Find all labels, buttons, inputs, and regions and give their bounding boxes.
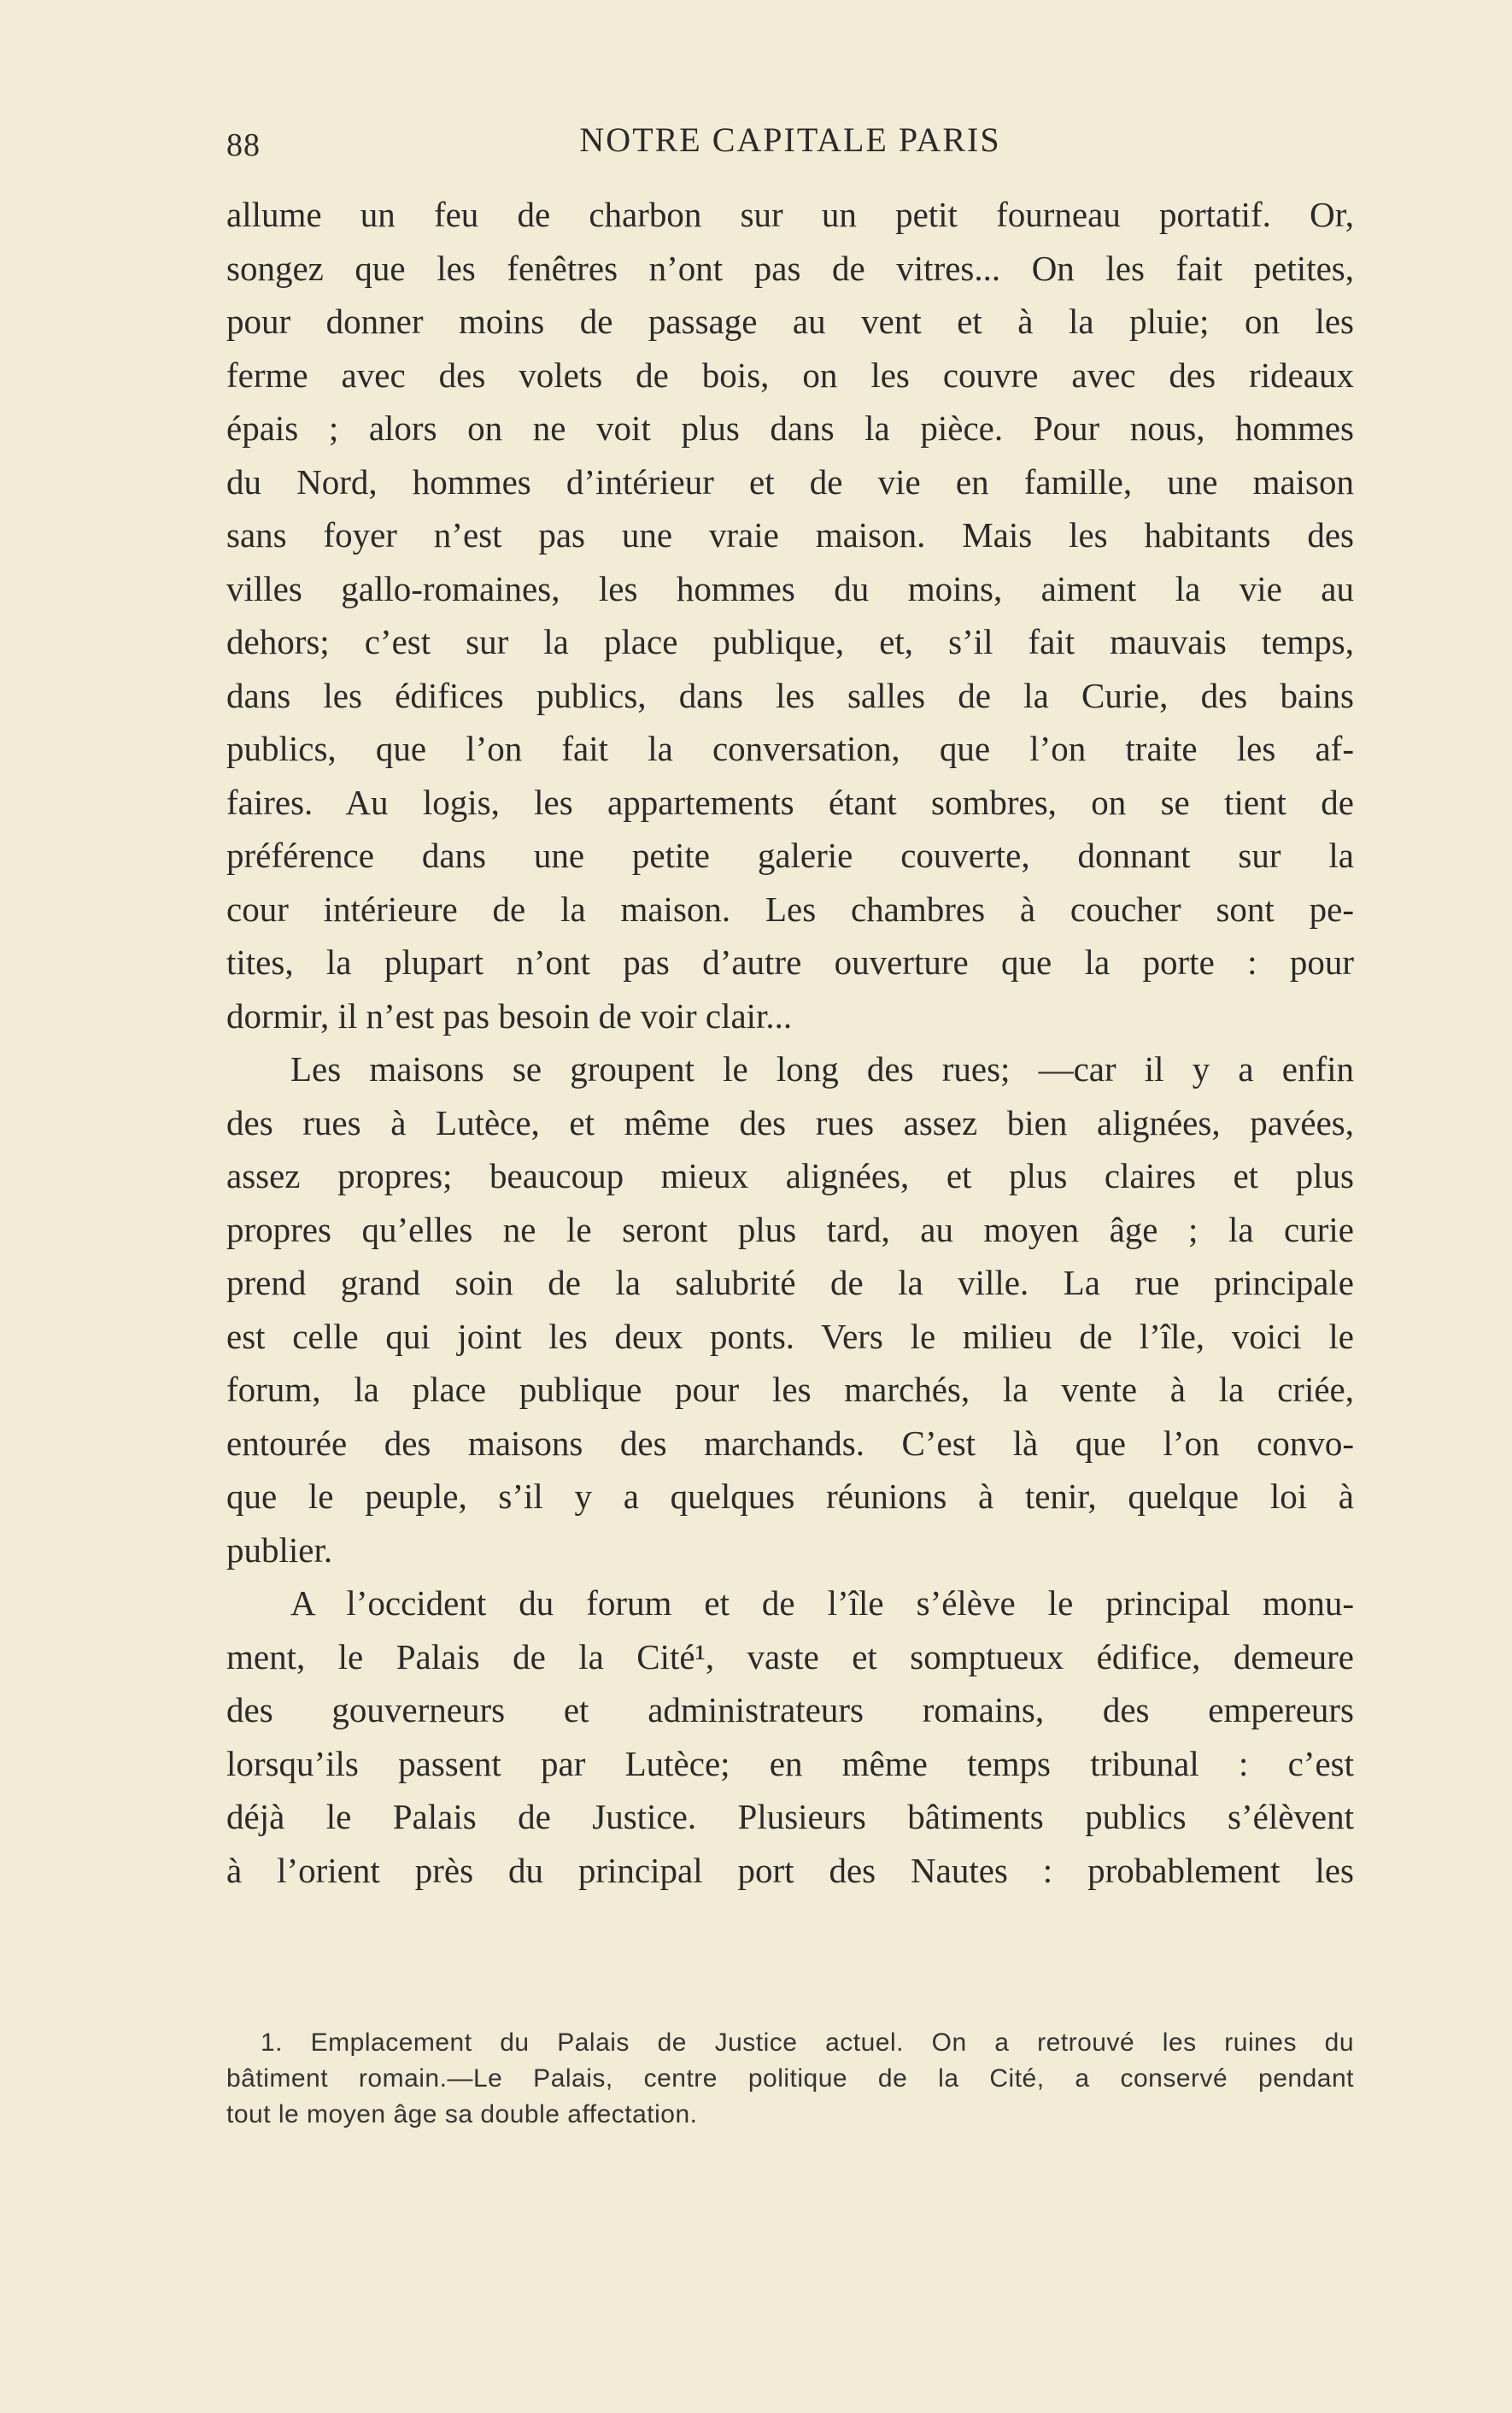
text-line: propres qu’elles ne le seront plus tard, au moyen âge ; la curie bbox=[226, 1209, 1354, 1249]
text-line: cour intérieure de la maison. Les chambres à coucher sont pe- bbox=[226, 889, 1354, 929]
text-line: villes gallo-romaines, les hommes du moins, aiment la vie au bbox=[226, 568, 1354, 608]
page-number: 88 bbox=[226, 127, 261, 163]
paragraph-start-line: A l’occident du forum et de l’île s’élève le principal monu- bbox=[290, 1583, 1354, 1623]
text-line: que le peuple, s’il y a quelques réunions à tenir, quelque loi à bbox=[226, 1477, 1354, 1516]
text-line: à l’orient près du principal port des Nautes : probablement les bbox=[226, 1850, 1354, 1890]
text-line: du Nord, hommes d’intérieur et de vie en famille, une maison bbox=[226, 461, 1354, 502]
text-line: est celle qui joint les deux ponts. Vers le milieu de l’île, voici le bbox=[226, 1316, 1354, 1356]
text-line: ment, le Palais de la Cité¹, vaste et somptueux édifice, demeure bbox=[226, 1636, 1354, 1676]
footnote-line: bâtiment romain.—Le Palais, centre politique de la Cité, a conservé pendant bbox=[226, 2064, 1354, 2093]
text-line: pour donner moins de passage au vent et à la pluie; on les bbox=[226, 302, 1354, 341]
text-line: tites, la plupart n’ont pas d’autre ouverture que la porte : pour bbox=[226, 942, 1354, 982]
footnote-line: tout le moyen âge sa double affectation. bbox=[226, 2100, 698, 2128]
text-line: allume un feu de charbon sur un petit fourneau portatif. Or, bbox=[226, 195, 1354, 234]
text-line: assez propres; beaucoup mieux alignées, et plus claires et plus bbox=[226, 1156, 1354, 1195]
running-title: NOTRE CAPITALE PARIS bbox=[579, 120, 1001, 159]
footnote-line: 1. Emplacement du Palais de Justice actuel. On a retrouvé les ruines du bbox=[261, 2028, 1354, 2057]
text-line: dans les édifices publics, dans les salles de la Curie, des bains bbox=[226, 675, 1354, 715]
body-text bbox=[226, 188, 1354, 1897]
text-line: des gouverneurs et administrateurs romains, des empereurs bbox=[226, 1690, 1354, 1729]
text-line: des rues à Lutèce, et même des rues assez bien alignées, pavées, bbox=[226, 1102, 1354, 1142]
text-line: faires. Au logis, les appartements étant sombres, on se tient de bbox=[226, 782, 1354, 822]
text-line: préférence dans une petite galerie couverte, donnant sur la bbox=[226, 836, 1354, 875]
text-line: dehors; c’est sur la place publique, et, s’il fait mauvais temps, bbox=[226, 622, 1354, 661]
text-line: entourée des maisons des marchands. C’est là que l’on convo- bbox=[226, 1423, 1354, 1463]
text-line: forum, la place publique pour les marchés, la vente à la criée, bbox=[226, 1370, 1354, 1409]
text-line: sans foyer n’est pas une vraie maison. Mais les habitants des bbox=[226, 515, 1354, 555]
text-line: prend grand soin de la salubrité de la ville. La rue principale bbox=[226, 1263, 1354, 1302]
text-line: ferme avec des volets de bois, on les couvre avec des rideaux bbox=[226, 355, 1354, 395]
text-line: songez que les fenêtres n’ont pas de vitres... On les fait petites, bbox=[226, 248, 1354, 288]
paragraph-end-line: publier. bbox=[226, 1529, 333, 1570]
text-line: déjà le Palais de Justice. Plusieurs bâtiments publics s’élèvent bbox=[226, 1797, 1354, 1836]
paragraph-start-line: Les maisons se groupent le long des rues; —car il y a enfin bbox=[290, 1049, 1354, 1089]
footnote bbox=[226, 2025, 1354, 2133]
text-line: lorsqu’ils passent par Lutèce; en même temps tribunal : c’est bbox=[226, 1743, 1354, 1783]
text-line: publics, que l’on fait la conversation, que l’on traite les af- bbox=[226, 729, 1354, 768]
paragraph-end-line: dormir, il n’est pas besoin de voir clair... bbox=[226, 995, 793, 1036]
text-line: épais ; alors on ne voit plus dans la pièce. Pour nous, hommes bbox=[226, 408, 1354, 448]
page-header bbox=[226, 120, 1354, 171]
